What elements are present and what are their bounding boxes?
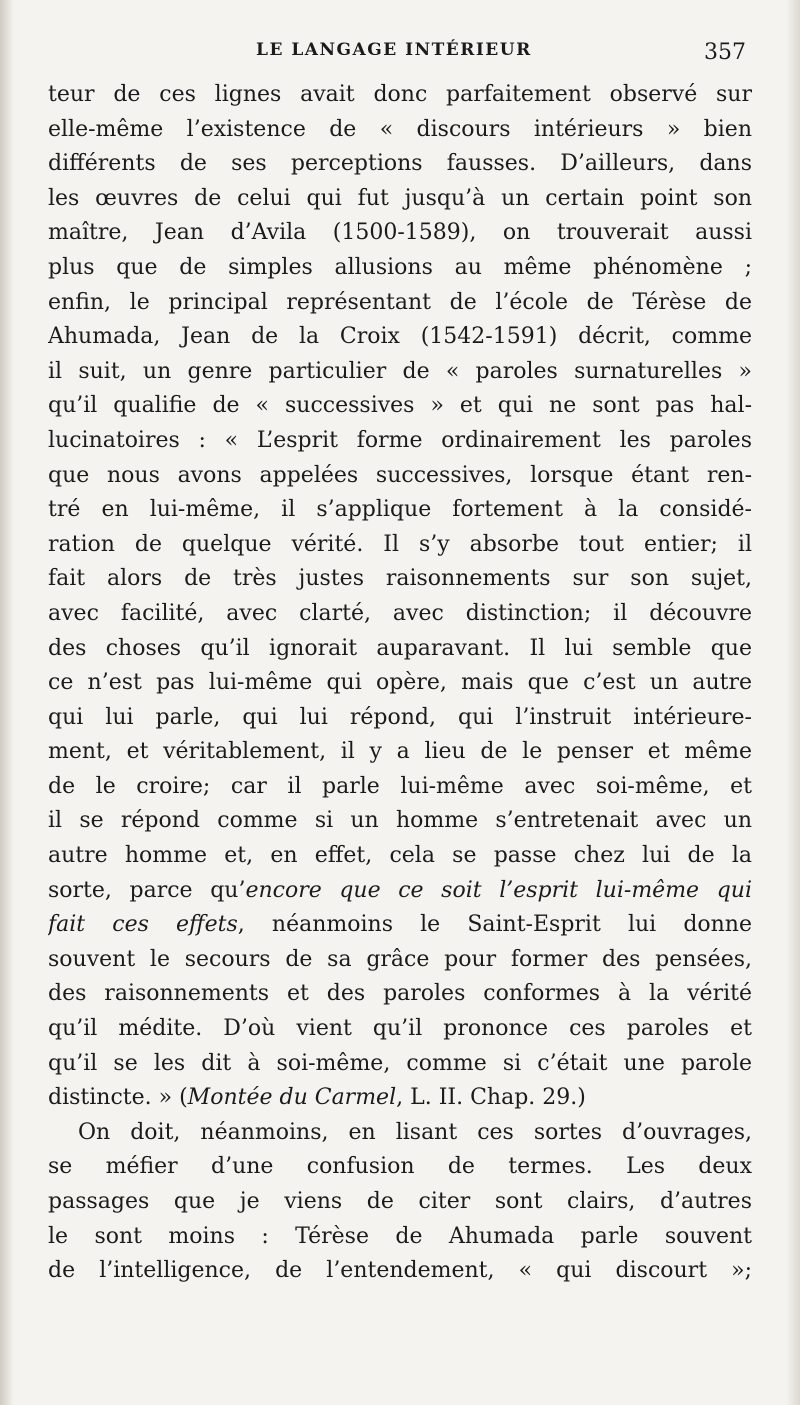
text-line: des raisonnements et des paroles conformes à la vérité: [48, 981, 752, 1007]
text-line: qu’il se les dit à soi-même, comme si c’était une parole: [48, 1050, 752, 1076]
text-line: le sont moins : Térèse de Ahumada parle souvent: [48, 1223, 752, 1249]
text-line: plus que de simples allusions au même phénomène ;: [48, 254, 752, 280]
page-right-edge-shadow: [786, 0, 800, 1405]
text-line-with-italic: [48, 874, 752, 909]
book-title-italic: Montée du Carmel: [187, 1085, 397, 1111]
text-line: lucinatoires : « L’esprit forme ordinairement les paroles: [48, 427, 752, 453]
running-head: LE LANGAGE INTÉRIEUR: [256, 40, 532, 60]
text-line: qui lui parle, qui lui répond, qui l’instruit intérieure-: [48, 704, 752, 730]
text-line: maître, Jean d’Avila (1500-1589), on trouverait aussi: [48, 220, 752, 246]
text-line: fait alors de très justes raisonnements sur son sujet,: [48, 566, 752, 592]
text-line: ce n’est pas lui-même qui opère, mais que c’est un autre: [48, 670, 752, 696]
page-header: [44, 40, 756, 70]
page-left-edge-shadow: [0, 0, 14, 1405]
text-line: les œuvres de celui qui fut jusqu’à un certain point son: [48, 185, 752, 211]
italic-segment: encore que ce soit l’esprit lui-même qui: [245, 877, 752, 903]
page-number: 357: [704, 40, 746, 65]
text-line: tré en lui-même, il s’applique fortement à la considé-: [48, 497, 752, 523]
text-line: de l’intelligence, de l’entendement, « qui discourt »;: [48, 1258, 752, 1284]
text-line: enfin, le principal représentant de l’école de Térèse de: [48, 289, 752, 315]
italic-segment: fait ces effets: [48, 912, 238, 938]
text-line: On doit, néanmoins, en lisant ces sortes d’ouvrages,: [78, 1119, 752, 1145]
roman-segment: , néanmoins le Saint-Esprit lui donne: [237, 912, 752, 938]
roman-segment: , L. II. Chap. 29.): [396, 1085, 586, 1111]
paragraph-2: [48, 1116, 752, 1289]
text-line: passages que je viens de citer sont clairs, d’autres: [48, 1189, 752, 1214]
text-line: autre homme et, en effet, cela se passe chez lui de la: [48, 843, 752, 869]
body-text: [48, 78, 752, 1289]
text-line: ment, et véritablement, il y a lieu de le penser et même: [48, 739, 752, 765]
text-line: qu’il médite. D’où vient qu’il prononce ces paroles et: [48, 1016, 752, 1042]
text-line: différents de ses perceptions fausses. D’ailleurs, dans: [48, 151, 752, 177]
citation-line: [48, 1081, 752, 1116]
text-line: avec facilité, avec clarté, avec distinction; il découvre: [48, 600, 752, 626]
text-line: que nous avons appelées successives, lorsque étant ren-: [48, 462, 752, 488]
text-line: teur de ces lignes avait donc parfaitement observé sur: [48, 82, 752, 107]
roman-segment: distincte. » (: [48, 1085, 188, 1111]
text-line: il suit, un genre particulier de « paroles surnaturelles »: [48, 358, 752, 384]
text-line-with-italic: [48, 908, 752, 943]
text-line: de le croire; car il parle lui-même avec soi-même, et: [48, 773, 752, 799]
text-line: il se répond comme si un homme s’entretenait avec un: [48, 808, 752, 834]
text-line: des choses qu’il ignorait auparavant. Il lui semble que: [48, 635, 752, 661]
text-line: se méfier d’une confusion de termes. Les deux: [48, 1154, 752, 1180]
text-line: Ahumada, Jean de la Croix (1542-1591) décrit, comme: [48, 324, 752, 350]
roman-segment: sorte, parce qu’: [48, 877, 246, 903]
text-line: souvent le secours de sa grâce pour former des pensées,: [48, 946, 752, 972]
text-line: qu’il qualifie de « successives » et qui ne sont pas hal-: [48, 393, 752, 419]
paragraph-1: [48, 78, 752, 1116]
text-line: ration de quelque vérité. Il s’y absorbe tout entier; il: [48, 531, 752, 557]
text-line: elle-même l’existence de « discours intérieurs » bien: [48, 116, 752, 142]
